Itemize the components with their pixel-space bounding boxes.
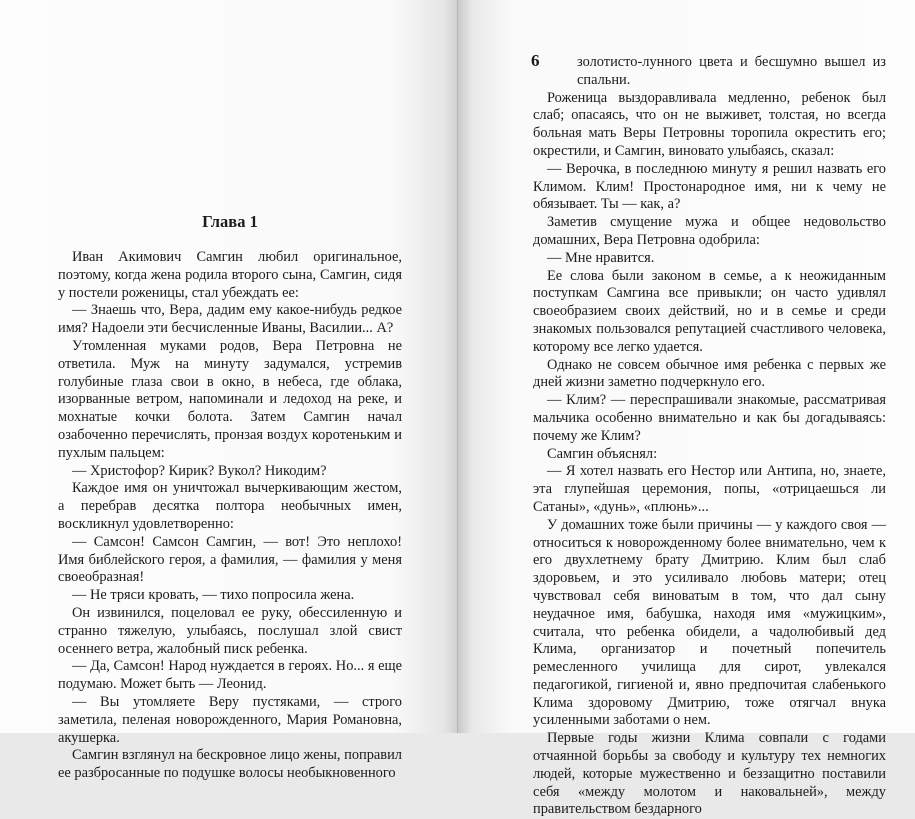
paragraph: — Не тряси кровать, — тихо попросила жена.: [72, 587, 355, 604]
left-page: [0, 0, 458, 782]
paragraph: У домашних тоже были причины — у каждого своя — относиться к новорожденному более внимательно, чем к его двухлетнему брату Дмитрию. Клим был слаб здоровьем, и это усиливало любовь матери; отец чувствовал себя виноватым в том, что дал сыну неудачное имя, бабушка, находя имя «мужицким», считала, что ребенка обидели, а чадолюбивый дед Клима, организатор и почетный попечитель ремесленного училища для сирот, увлекался педагогикой, гигиеной и, явно предпочитая слабенького Клима здоровому Дмитрию, тоже отягчал внука усиленными заботами о нем.: [533, 516, 886, 729]
paragraph: Заметив смущение мужа и общее недовольство домашних, Вера Петровна одобрила:: [533, 214, 886, 248]
chapter-title: Глава 1: [202, 212, 258, 231]
paragraph: — Христофор? Кирик? Вукол? Никодим?: [72, 462, 327, 479]
paragraph: Первые годы жизни Клима совпали с годами отчаянной борьбы за свободу и культуру тех немногих людей, которые мужественно и беззащитно поставили себя «между молотом и наковальней», между правительством бездарного: [533, 730, 886, 818]
paragraph: Самгин взглянул на бескровное лицо жены, поправил ее разбросанные по подушке волосы необыкновенного: [58, 747, 402, 782]
right-page: [458, 0, 915, 818]
paragraph: — Верочка, в последнюю минуту я решил назвать его Климом. Клим! Простонародное имя, ни к чему не обязывает. Ты — как, а?: [533, 160, 886, 213]
paragraph: — Вы утомляете Веру пустяками, — строго заметила, пеленая новорожденного, Мария Романовна, акушерка.: [58, 693, 402, 746]
paragraph: Ее слова были законом в семье, а к неожиданным поступкам Самгина все привыкли; он часто удивлял своеобразием своих действий, но и в семье и среди знакомых пользовался репутацией счастливого человека, которому все легко удается.: [533, 267, 886, 355]
paragraph: — Мне нравится.: [547, 249, 655, 266]
continued-paragraph: золотисто-лунного цвета и бесшумно вышел из спальни.: [577, 54, 886, 88]
paragraph: Каждое имя он уничтожал вычеркивающим жестом, а перебрав десятка полтора необычных имен, воскликнул удовлетворенно:: [58, 480, 402, 532]
paragraph: Самгин объяснял:: [547, 445, 658, 462]
paragraph: — Самсон! Самсон Самгин, — вот! Это неплохо! Имя библейского героя, а фамилия, — фамилия у меня своеобразная!: [58, 533, 402, 586]
left-page-text: [58, 249, 402, 783]
page-number: 6: [531, 51, 540, 70]
paragraph: — Знаешь что, Вера, дадим ему какое-нибудь редкое имя? Надоели эти бесчисленные Иваны, Василии... А?: [58, 302, 402, 337]
paragraph: — Да, Самсон! Народ нуждается в героях. Но... я еще подумаю. Может быть — Леонид.: [58, 658, 402, 693]
paragraph: — Клим? — переспрашивали знакомые, рассматривая мальчика особенно внимательно и как бы догадываясь: почему же Клим?: [533, 392, 886, 444]
paragraph: Утомленная муками родов, Вера Петровна не ответила. Муж на минуту задумался, устремив голубиные глаза свои в окно, в небеса, где облака, изорванные ветром, напоминали и ледоход на реке, и мохнатые кочки болота. Затем Самгин начал озабоченно перечислять, пронзая воздух коротеньким и пухлым пальцем:: [58, 337, 402, 461]
paragraph: Однако не совсем обычное имя ребенка с первых же дней жизни заметно подчеркнуло его.: [533, 356, 886, 391]
paragraph: Роженица выздоравливала медленно, ребенок был слаб; опасаясь, что он не выживет, толстая, но всегда больная мать Веры Петровны торопила окрестить его; окрестили, и Самгин, виновато улыбаясь, сказал:: [533, 89, 886, 159]
paragraph: — Я хотел назвать его Нестор или Антипа, но, знаете, эта глупейшая церемония, попы, «отрицаешься ли Сатаны», «дунь», «плюнь»...: [533, 463, 886, 515]
paragraph: Иван Акимович Самгин любил оригинальное, поэтому, когда жена родила второго сына, Самгин, сидя у постели роженицы, стал убеждать ее:: [58, 249, 402, 301]
right-page-text: [533, 54, 886, 819]
paragraph: Он извинился, поцеловал ее руку, обессиленную и странно тяжелую, улыбаясь, послушал злой свист осеннего ветра, жалобный писк ребенка.: [58, 604, 402, 657]
